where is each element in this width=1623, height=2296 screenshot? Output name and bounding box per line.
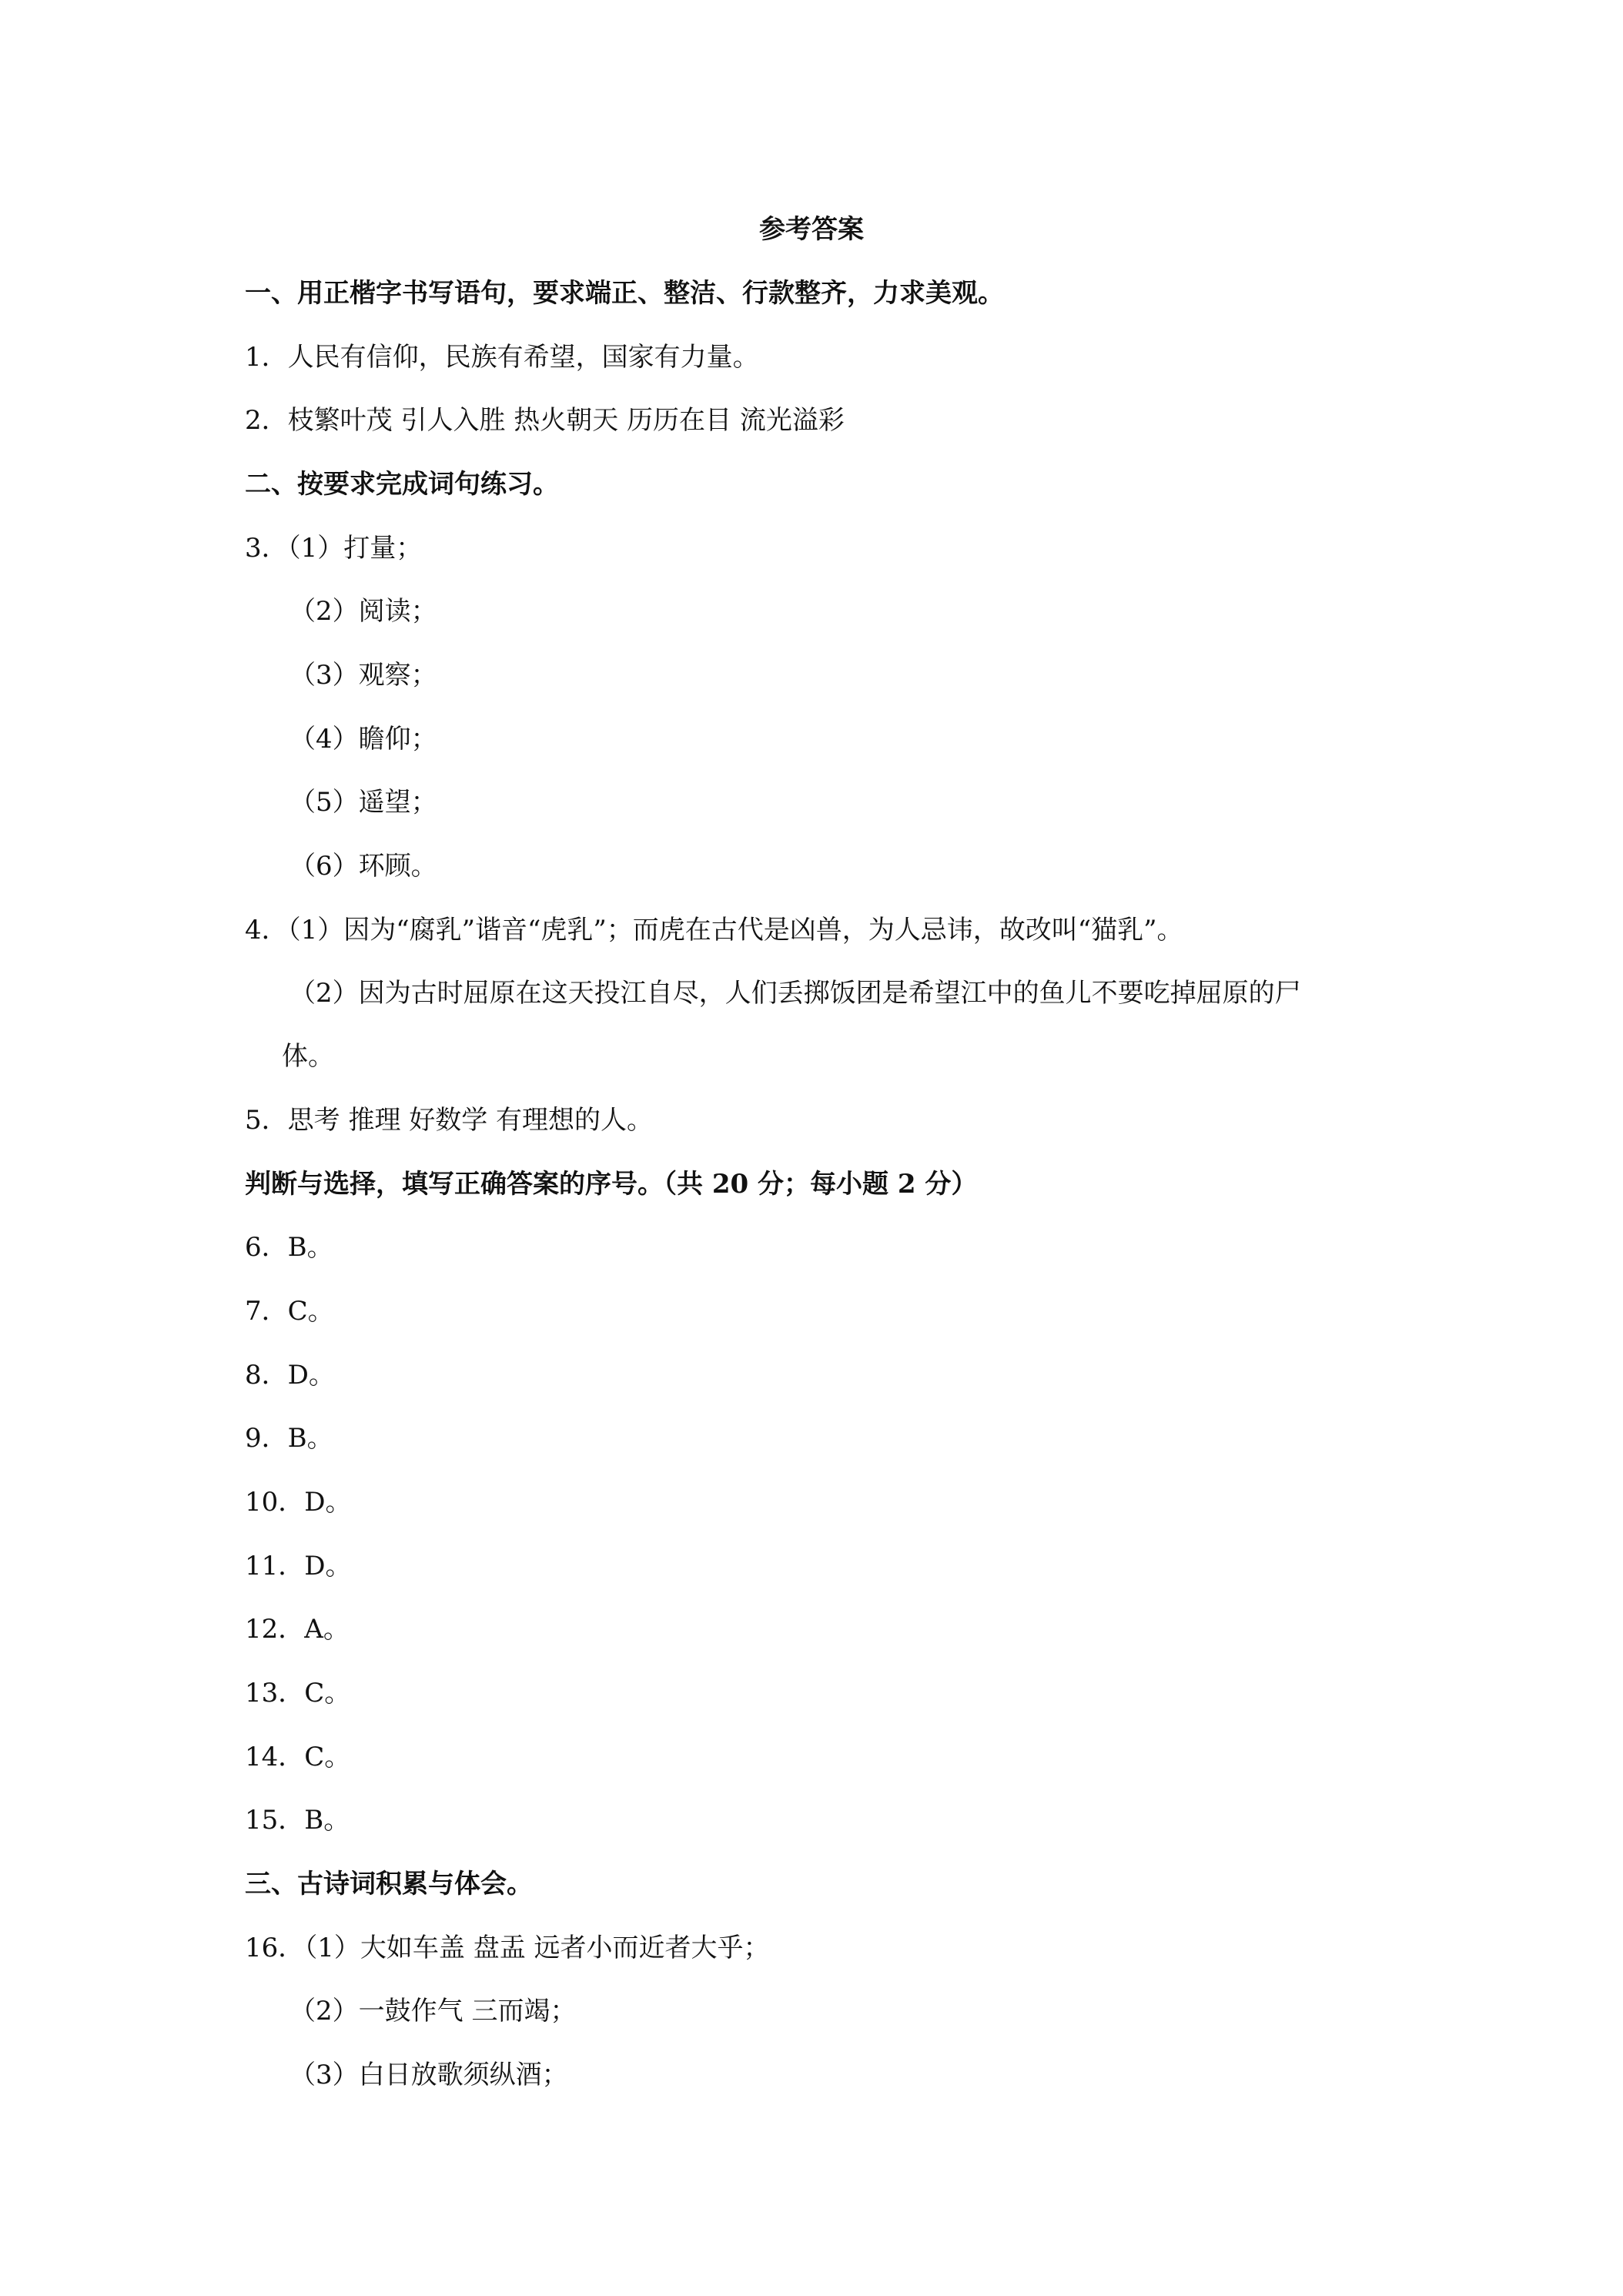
answer-15: 15．B。 xyxy=(245,1805,350,1836)
answer-10: 10．D。 xyxy=(245,1487,352,1518)
answer-16-2: （2）一鼓作气 三而竭； xyxy=(289,1996,577,2027)
answer-8: 8．D。 xyxy=(245,1360,335,1391)
answer-3-3: （3）观察； xyxy=(289,660,437,691)
answer-3-1: 3．（1）打量； xyxy=(245,533,423,564)
answer-13: 13．C。 xyxy=(245,1678,351,1709)
section-heading-1: 一、用正楷字书写语句，要求端正、整洁、行款整齐，力求美观。 xyxy=(245,278,1004,309)
answer-1: 1．人民有信仰，民族有希望，国家有力量。 xyxy=(245,342,759,373)
page-title: 参考答案 xyxy=(759,214,864,245)
answer-3-2: （2）阅读； xyxy=(289,596,437,627)
section-heading-2: 二、按要求完成词句练习。 xyxy=(245,469,559,500)
section-heading-judge: 判断与选择，填写正确答案的序号。（共 20 分；每小题 2 分） xyxy=(245,1169,978,1200)
answer-3-4: （4）瞻仰； xyxy=(289,724,437,755)
answer-14: 14．C。 xyxy=(245,1742,351,1772)
answer-9: 9．B。 xyxy=(245,1423,333,1454)
answer-4-2: （2）因为古时屈原在这天投江自尽，人们丢掷饭团是希望江中的鱼儿不要吃掉屈原的尸 xyxy=(289,978,1301,1009)
answer-2: 2．枝繁叶茂 引人入胜 热火朝天 历历在目 流光溢彩 xyxy=(245,405,845,436)
answer-4-1: 4．（1）因为“腐乳”谐音“虎乳”；而虎在古代是凶兽，为人忌讳，故改叫“猫乳”。 xyxy=(245,915,1183,946)
answer-11: 11．D。 xyxy=(245,1551,352,1581)
answer-3-5: （5）遥望； xyxy=(289,787,437,818)
answer-16-3: （3）白日放歌须纵酒； xyxy=(289,2060,568,2090)
answer-5: 5．思考 推理 好数学 有理想的人。 xyxy=(245,1105,654,1136)
answer-12: 12．A。 xyxy=(245,1614,350,1645)
answer-4-2-continued: 体。 xyxy=(282,1041,334,1072)
section-heading-3: 三、古诗词积累与体会。 xyxy=(245,1869,533,1899)
answer-6: 6．B。 xyxy=(245,1232,333,1263)
answer-3-6: （6）环顾。 xyxy=(289,851,437,882)
answer-16-1: 16．（1）大如车盖 盘盂 远者小而近者大乎； xyxy=(245,1933,770,1963)
answer-7: 7．C。 xyxy=(245,1296,334,1327)
